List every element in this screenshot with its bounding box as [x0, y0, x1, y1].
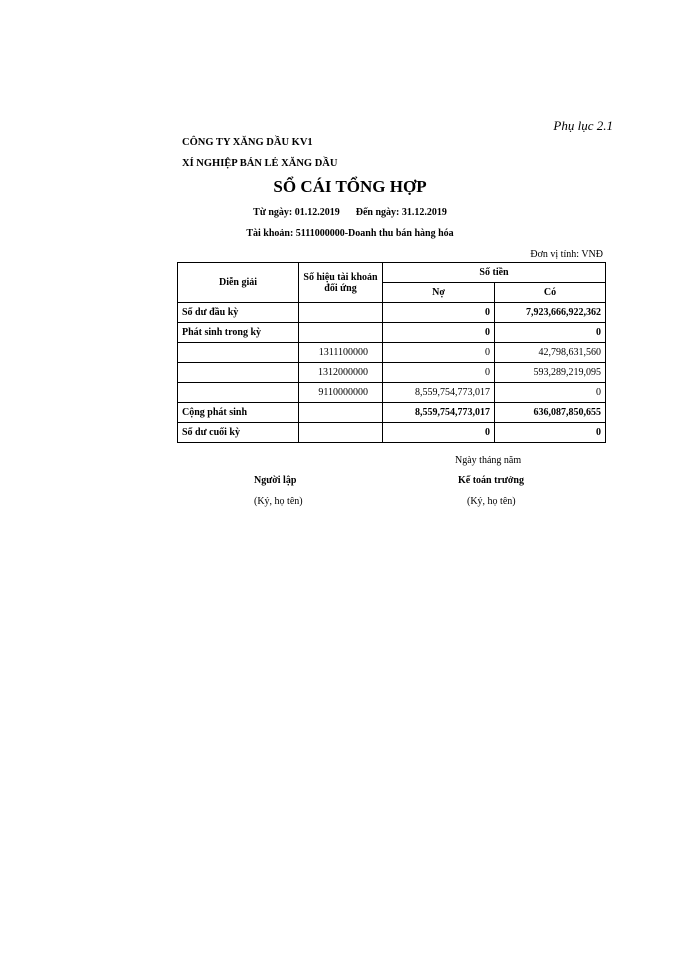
row-contra-account: 1312000000 [299, 363, 383, 383]
row-debit: 0 [383, 363, 495, 383]
table-row [178, 403, 606, 423]
table-row [178, 343, 606, 363]
sign-date-line: Ngày tháng năm [455, 455, 522, 466]
company-name: CÔNG TY XĂNG DẦU KV1 [182, 137, 313, 148]
table-row [178, 423, 606, 443]
table-row [178, 303, 606, 323]
row-credit: 7,923,666,922,362 [495, 303, 606, 323]
preparer-title: Người lập [254, 475, 297, 486]
header-debit: Nợ [383, 283, 495, 303]
preparer-sign-note: (Ký, họ tên) [254, 496, 303, 507]
unit-name: XÍ NGHIỆP BÁN LẺ XĂNG DẦU [182, 158, 338, 169]
row-contra-account: 9110000000 [299, 383, 383, 403]
row-contra-account [299, 323, 383, 343]
table-row [178, 363, 606, 383]
ledger-body [178, 303, 606, 443]
row-credit: 0 [495, 323, 606, 343]
row-debit: 8,559,754,773,017 [383, 403, 495, 423]
row-description: Số dư cuối kỳ [178, 423, 299, 443]
row-credit: 0 [495, 423, 606, 443]
page-title: SỔ CÁI TỔNG HỢP [273, 177, 427, 196]
chief-accountant-title: Kế toán trưởng [458, 475, 524, 486]
chief-accountant-sign-note: (Ký, họ tên) [467, 496, 516, 507]
header-amount: Số tiền [383, 263, 606, 283]
row-contra-account [299, 423, 383, 443]
row-description: Phát sinh trong kỳ [178, 323, 299, 343]
table-row [178, 383, 606, 403]
row-debit: 0 [383, 323, 495, 343]
row-description: Cộng phát sinh [178, 403, 299, 423]
row-credit: 42,798,631,560 [495, 343, 606, 363]
account-label: Tài khoản: 5111000000-Doanh thu bán hàng hóa [246, 228, 454, 239]
table-row [178, 323, 606, 343]
appendix-label: Phụ lục 2.1 [553, 118, 613, 133]
row-credit: 0 [495, 383, 606, 403]
ledger-table [177, 262, 606, 443]
row-contra-account [299, 403, 383, 423]
row-description [178, 363, 299, 383]
row-debit: 0 [383, 343, 495, 363]
row-debit: 0 [383, 423, 495, 443]
row-credit: 636,087,850,655 [495, 403, 606, 423]
currency-unit: Đơn vị tính: VNĐ [530, 249, 603, 260]
period-range [0, 207, 700, 218]
row-debit: 8,559,754,773,017 [383, 383, 495, 403]
row-description [178, 343, 299, 363]
row-credit: 593,289,219,095 [495, 363, 606, 383]
row-contra-account [299, 303, 383, 323]
row-contra-account: 1311100000 [299, 343, 383, 363]
header-description: Diễn giải [178, 263, 299, 303]
row-description: Số dư đầu kỳ [178, 303, 299, 323]
header-contra-account: Số hiệu tài khoản đối ứng [299, 263, 383, 303]
row-description [178, 383, 299, 403]
row-debit: 0 [383, 303, 495, 323]
header-credit: Có [495, 283, 606, 303]
to-date: Đến ngày: 31.12.2019 [355, 207, 447, 218]
from-date: Từ ngày: 01.12.2019 [253, 207, 340, 218]
